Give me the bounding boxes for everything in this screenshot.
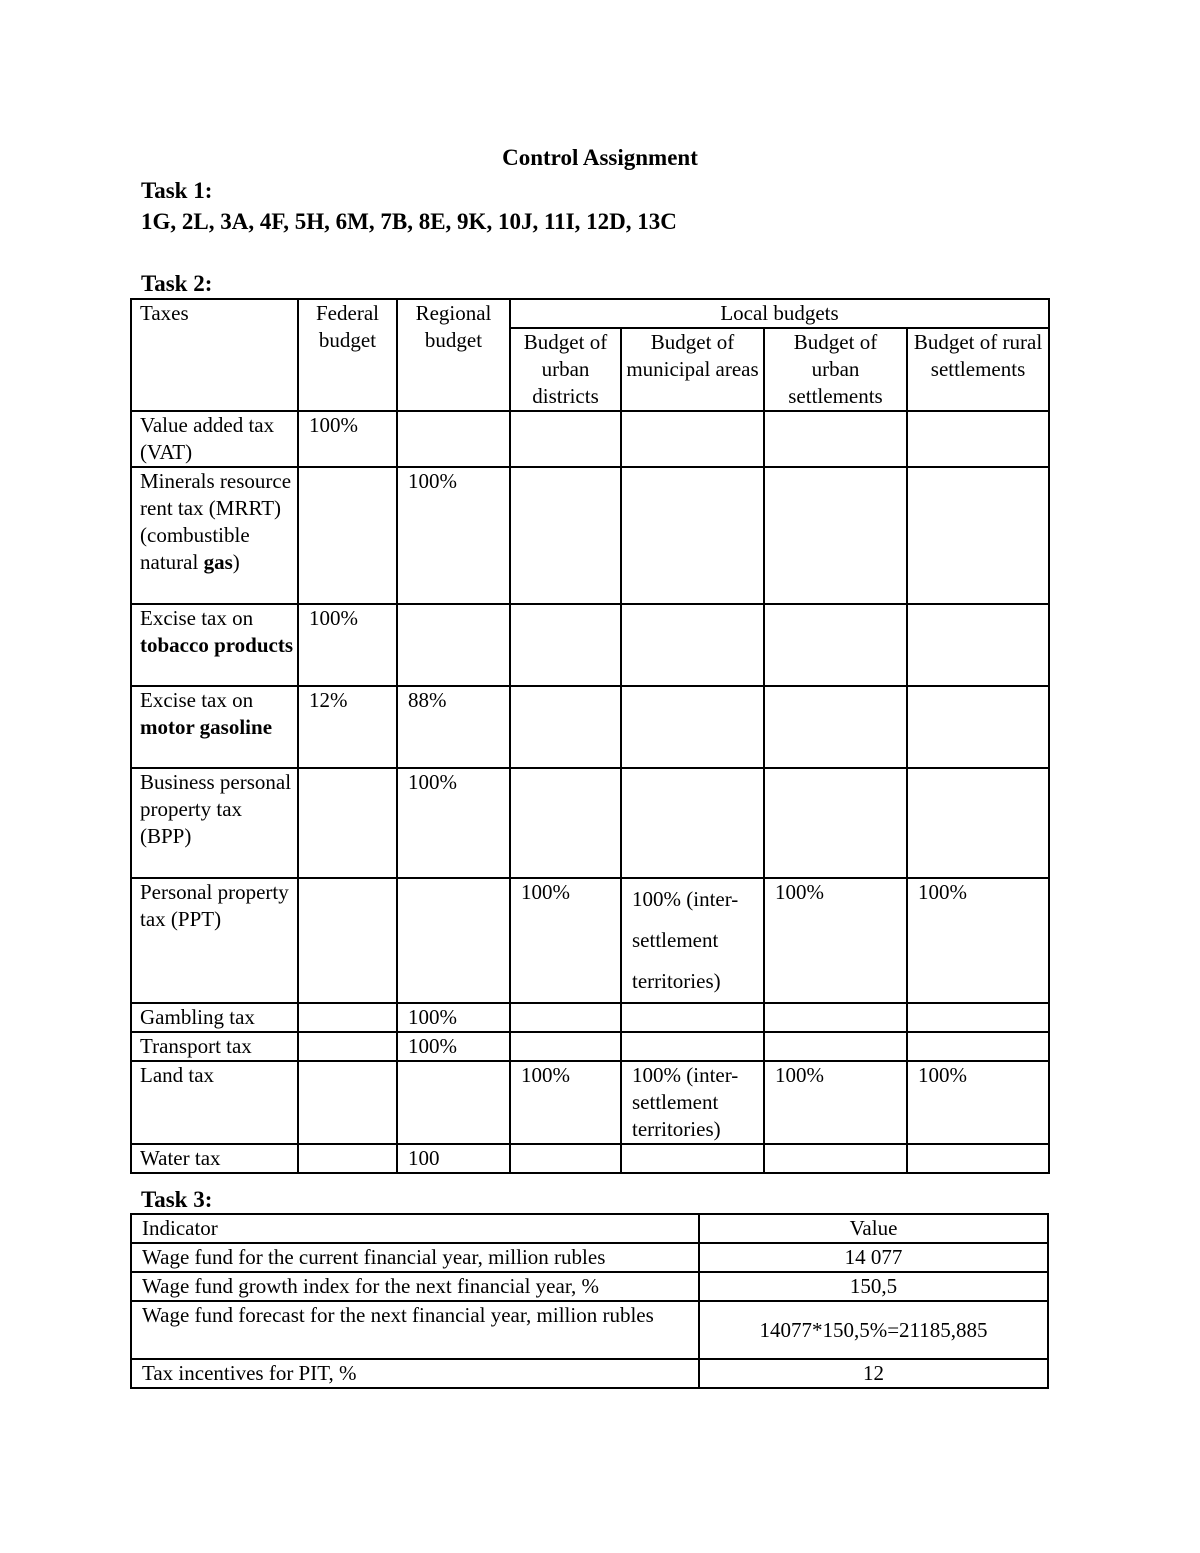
indicator-cell: Wage fund growth index for the next financial year, % <box>131 1272 699 1301</box>
indicator-cell: Wage fund for the current financial year, million rubles <box>131 1243 699 1272</box>
rural-settlements-cell <box>907 686 1049 768</box>
urban-settlements-cell: 100% <box>764 1061 907 1144</box>
municipal-areas-cell <box>621 411 764 467</box>
document-title: Control Assignment <box>502 145 698 170</box>
municipal-areas-cell: 100% (inter-settlement territories) <box>621 878 764 1003</box>
table-row <box>131 1003 1049 1032</box>
regional-cell: 100% <box>397 467 510 604</box>
federal-cell: 100% <box>298 604 397 686</box>
municipal-areas-cell <box>621 1003 764 1032</box>
urban-districts-cell <box>510 467 621 604</box>
rural-settlements-cell: 100% <box>907 1061 1049 1144</box>
urban-settlements-cell <box>764 686 907 768</box>
header-taxes: Taxes <box>131 299 298 411</box>
tax-name-cell: Personal property tax (PPT) <box>131 878 298 1003</box>
task1-heading: Task 1: <box>141 178 213 203</box>
regional-cell <box>397 1061 510 1144</box>
tax-name-cell: Water tax <box>131 1144 298 1173</box>
table-row <box>131 686 1049 768</box>
federal-cell <box>298 1003 397 1032</box>
urban-settlements-cell <box>764 1003 907 1032</box>
value-cell: 14077*150,5%=21185,885 <box>699 1301 1048 1359</box>
indicator-cell: Tax incentives for PIT, % <box>131 1359 699 1388</box>
regional-cell <box>397 604 510 686</box>
tax-distribution-table <box>130 298 1050 1174</box>
table-row <box>131 1032 1049 1061</box>
tax-name-cell: Value added tax (VAT) <box>131 411 298 467</box>
regional-cell <box>397 878 510 1003</box>
urban-districts-cell <box>510 604 621 686</box>
table-row <box>131 1243 1048 1272</box>
municipal-areas-cell <box>621 604 764 686</box>
rural-settlements-cell <box>907 604 1049 686</box>
table-row <box>131 878 1049 1003</box>
table-row <box>131 1144 1049 1173</box>
federal-cell: 100% <box>298 411 397 467</box>
rural-settlements-cell <box>907 1144 1049 1173</box>
task1-answers: 1G, 2L, 3A, 4F, 5H, 6M, 7B, 8E, 9K, 10J, 11I, 12D, 13C <box>141 209 677 234</box>
regional-cell: 100 <box>397 1144 510 1173</box>
federal-cell <box>298 1061 397 1144</box>
rural-settlements-cell: 100% <box>907 878 1049 1003</box>
regional-cell <box>397 411 510 467</box>
tax-name-cell: Minerals resource rent tax (MRRT) (combustible natural gas) <box>131 467 298 604</box>
urban-districts-cell <box>510 1032 621 1061</box>
municipal-areas-cell: 100% (inter-settlement territories) <box>621 1061 764 1144</box>
urban-districts-cell <box>510 1003 621 1032</box>
table-row <box>131 1359 1048 1388</box>
rural-settlements-cell <box>907 467 1049 604</box>
urban-settlements-cell <box>764 604 907 686</box>
indicator-cell: Wage fund forecast for the next financial year, million rubles <box>131 1301 699 1359</box>
header-urban-districts: Budget of urban districts <box>510 328 621 411</box>
regional-cell: 100% <box>397 1032 510 1061</box>
value-cell: 12 <box>699 1359 1048 1388</box>
table-row <box>131 1301 1048 1359</box>
municipal-areas-cell <box>621 686 764 768</box>
header-municipal-areas: Budget of municipal areas <box>621 328 764 411</box>
rural-settlements-cell <box>907 411 1049 467</box>
regional-cell: 100% <box>397 768 510 878</box>
value-cell: 150,5 <box>699 1272 1048 1301</box>
urban-settlements-cell: 100% <box>764 878 907 1003</box>
municipal-areas-cell <box>621 768 764 878</box>
pit-indicator-table <box>130 1213 1049 1389</box>
header-value: Value <box>699 1214 1048 1243</box>
regional-cell: 88% <box>397 686 510 768</box>
table-row <box>131 467 1049 604</box>
task2-heading: Task 2: <box>141 271 213 296</box>
municipal-areas-cell <box>621 467 764 604</box>
urban-districts-cell <box>510 686 621 768</box>
tax-name-cell: Excise tax on tobacco products <box>131 604 298 686</box>
federal-cell <box>298 878 397 1003</box>
urban-settlements-cell <box>764 768 907 878</box>
table-row <box>131 411 1049 467</box>
federal-cell <box>298 768 397 878</box>
task3-heading: Task 3: <box>141 1187 213 1212</box>
urban-districts-cell <box>510 1144 621 1173</box>
urban-districts-cell <box>510 768 621 878</box>
federal-cell <box>298 467 397 604</box>
tax-name-cell: Transport tax <box>131 1032 298 1061</box>
rural-settlements-cell <box>907 768 1049 878</box>
header-federal-budget: Federal budget <box>298 299 397 411</box>
urban-districts-cell <box>510 411 621 467</box>
urban-settlements-cell <box>764 411 907 467</box>
tax-name-cell: Land tax <box>131 1061 298 1144</box>
table-row <box>131 604 1049 686</box>
tax-name-cell: Gambling tax <box>131 1003 298 1032</box>
regional-cell: 100% <box>397 1003 510 1032</box>
federal-cell <box>298 1032 397 1061</box>
table-row <box>131 1272 1048 1301</box>
rural-settlements-cell <box>907 1032 1049 1061</box>
municipal-areas-cell <box>621 1144 764 1173</box>
urban-districts-cell: 100% <box>510 1061 621 1144</box>
table-row <box>131 1061 1049 1144</box>
header-local-budgets: Local budgets <box>510 299 1049 328</box>
header-regional-budget: Regional budget <box>397 299 510 411</box>
rural-settlements-cell <box>907 1003 1049 1032</box>
header-indicator: Indicator <box>131 1214 699 1243</box>
tax-name-cell: Business personal property tax (BPP) <box>131 768 298 878</box>
tax-name-cell: Excise tax on motor gasoline <box>131 686 298 768</box>
federal-cell <box>298 1144 397 1173</box>
header-rural-settlements: Budget of rural settlements <box>907 328 1049 411</box>
table-row <box>131 768 1049 878</box>
urban-settlements-cell <box>764 467 907 604</box>
value-cell: 14 077 <box>699 1243 1048 1272</box>
urban-settlements-cell <box>764 1032 907 1061</box>
urban-districts-cell: 100% <box>510 878 621 1003</box>
urban-settlements-cell <box>764 1144 907 1173</box>
municipal-areas-cell <box>621 1032 764 1061</box>
header-urban-settlements: Budget of urban settlements <box>764 328 907 411</box>
federal-cell: 12% <box>298 686 397 768</box>
table-header-row <box>131 1214 1048 1243</box>
